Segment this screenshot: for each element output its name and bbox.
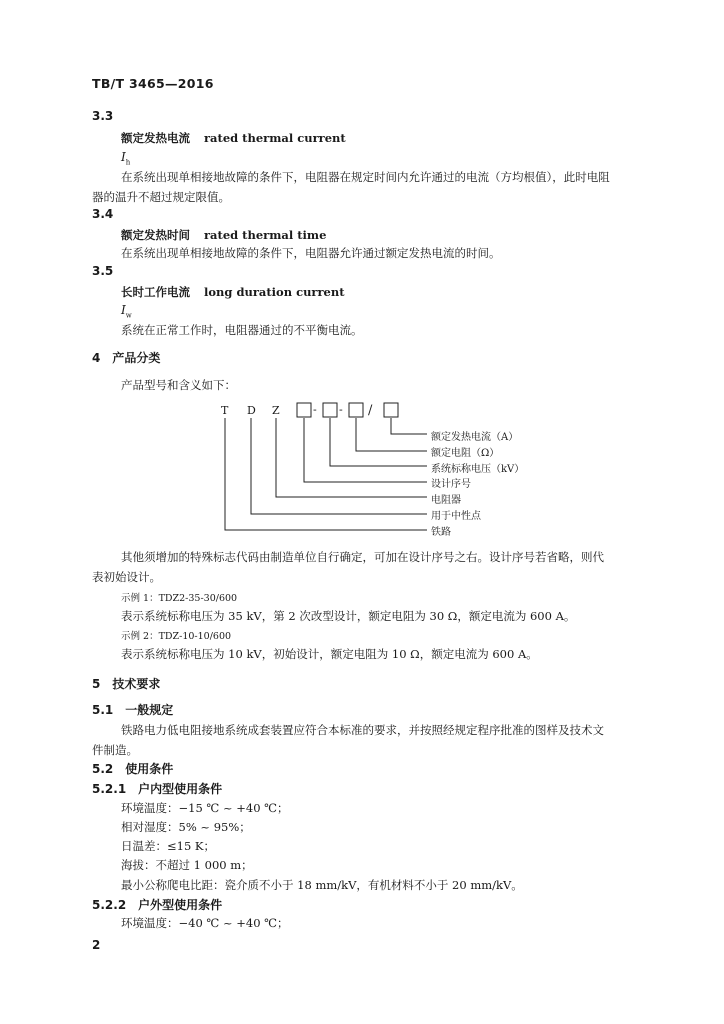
model-separator-2: -	[339, 403, 343, 416]
clause-3-5-number: 3.5	[92, 264, 114, 278]
leader-resistor	[276, 418, 427, 497]
label-railway: 铁路	[431, 527, 451, 538]
section-5-heading: 5 技术要求	[92, 677, 161, 691]
model-letter-z: Z	[272, 404, 280, 417]
box-current	[384, 403, 398, 417]
clause-3-4-term-cn: 额定发热时间	[121, 228, 190, 242]
label-nominal-voltage: 系统标称电压（kV）	[431, 464, 525, 475]
model-letter-t: T	[221, 404, 229, 417]
example-1-text: 表示系统标称电压为 35 kV，第 2 次改型设计，额定电阻为 30 Ω，额定电流为 600 A。	[121, 609, 576, 623]
indoor-condition-item: 最小公称爬电比距：瓷介质不小于 18 mm/kV，有机材料不小于 20 mm/kV。	[121, 878, 523, 892]
leader-current	[391, 418, 427, 434]
clause-5-1-line1: 铁路电力低电阻接地系统成套装置应符合本标准的要求，并按照经规定程序批准的图样及技术文	[121, 723, 604, 737]
box-resistance	[349, 403, 363, 417]
clause-3-3-term-cn: 额定发热电流	[121, 131, 190, 145]
leader-railway	[225, 418, 427, 530]
outdoor-condition-item: 环境温度：−40 ℃ ~ +40 ℃；	[121, 916, 289, 930]
clause-3-5-definition: 系统在正常工作时，电阻器通过的不平衡电流。	[121, 323, 363, 337]
model-separator-1: -	[313, 403, 317, 416]
clause-3-5-term-en: long duration current	[204, 285, 345, 299]
standard-code: TB/T 3465—2016	[92, 76, 214, 91]
section-4-note-line1: 其他须增加的特殊标志代码由制造单位自行确定，可加在设计序号之右。设计序号若省略，则代	[121, 550, 604, 564]
clause-3-4-term-en: rated thermal time	[204, 228, 327, 242]
clause-5-1-line2: 件制造。	[92, 743, 138, 757]
clause-5-2-1-heading: 5.2.1 户内型使用条件	[92, 782, 223, 796]
section-4-heading: 4 产品分类	[92, 351, 161, 365]
clause-3-4-definition: 在系统出现单相接地故障的条件下，电阻器允许通过额定发热电流的时间。	[121, 246, 501, 260]
leader-voltage	[330, 418, 427, 466]
indoor-condition-item: 环境温度：−15 ℃ ~ +40 ℃；	[121, 801, 289, 815]
clause-5-1-heading: 5.1 一般规定	[92, 703, 174, 717]
page-number: 2	[92, 938, 101, 952]
box-voltage	[323, 403, 337, 417]
model-separator-slash: /	[368, 403, 373, 418]
label-design-number: 设计序号	[431, 479, 471, 490]
section-4-intro: 产品型号和含义如下：	[121, 378, 236, 392]
clause-5-2-heading: 5.2 使用条件	[92, 762, 174, 776]
label-neutral-point: 用于中性点	[431, 511, 481, 522]
symbol-subscript: w	[125, 311, 132, 320]
model-letter-d: D	[247, 404, 256, 417]
leader-design-number	[304, 418, 427, 482]
clause-3-3-number: 3.3	[92, 109, 114, 123]
clause-3-4-number: 3.4	[92, 207, 114, 221]
clause-3-3-definition-line1: 在系统出现单相接地故障的条件下，电阻器在规定时间内允许通过的电流（方均根值），此时电阻	[121, 170, 610, 184]
clause-3-5-term-cn: 长时工作电流	[121, 285, 190, 299]
clause-3-3-definition-line2: 器的温升不超过规定限值。	[92, 190, 230, 204]
symbol-subscript: h	[125, 158, 131, 167]
label-resistor: 电阻器	[431, 495, 461, 506]
example-2-text: 表示系统标称电压为 10 kV，初始设计，额定电阻为 10 Ω，额定电流为 600 A。	[121, 647, 538, 661]
indoor-condition-item: 相对湿度：5% ~ 95%；	[121, 820, 251, 834]
indoor-condition-item: 日温差：≤15 K；	[121, 839, 216, 853]
symbol-letter: I	[121, 150, 126, 164]
clause-3-3-term-en: rated thermal current	[204, 131, 346, 145]
box-design-number	[297, 403, 311, 417]
example-1-label: 示例 1：TDZ2-35-30/600	[121, 593, 238, 604]
section-4-note-line2: 表初始设计。	[92, 570, 161, 584]
example-2-label: 示例 2：TDZ-10-10/600	[121, 631, 232, 642]
clause-5-2-2-heading: 5.2.2 户外型使用条件	[92, 898, 223, 912]
indoor-condition-item: 海拔：不超过 1 000 m；	[121, 858, 253, 872]
symbol-letter: I	[121, 303, 126, 317]
label-rated-thermal-current: 额定发热电流（A）	[431, 432, 519, 443]
label-rated-resistance: 额定电阻（Ω）	[431, 448, 500, 459]
